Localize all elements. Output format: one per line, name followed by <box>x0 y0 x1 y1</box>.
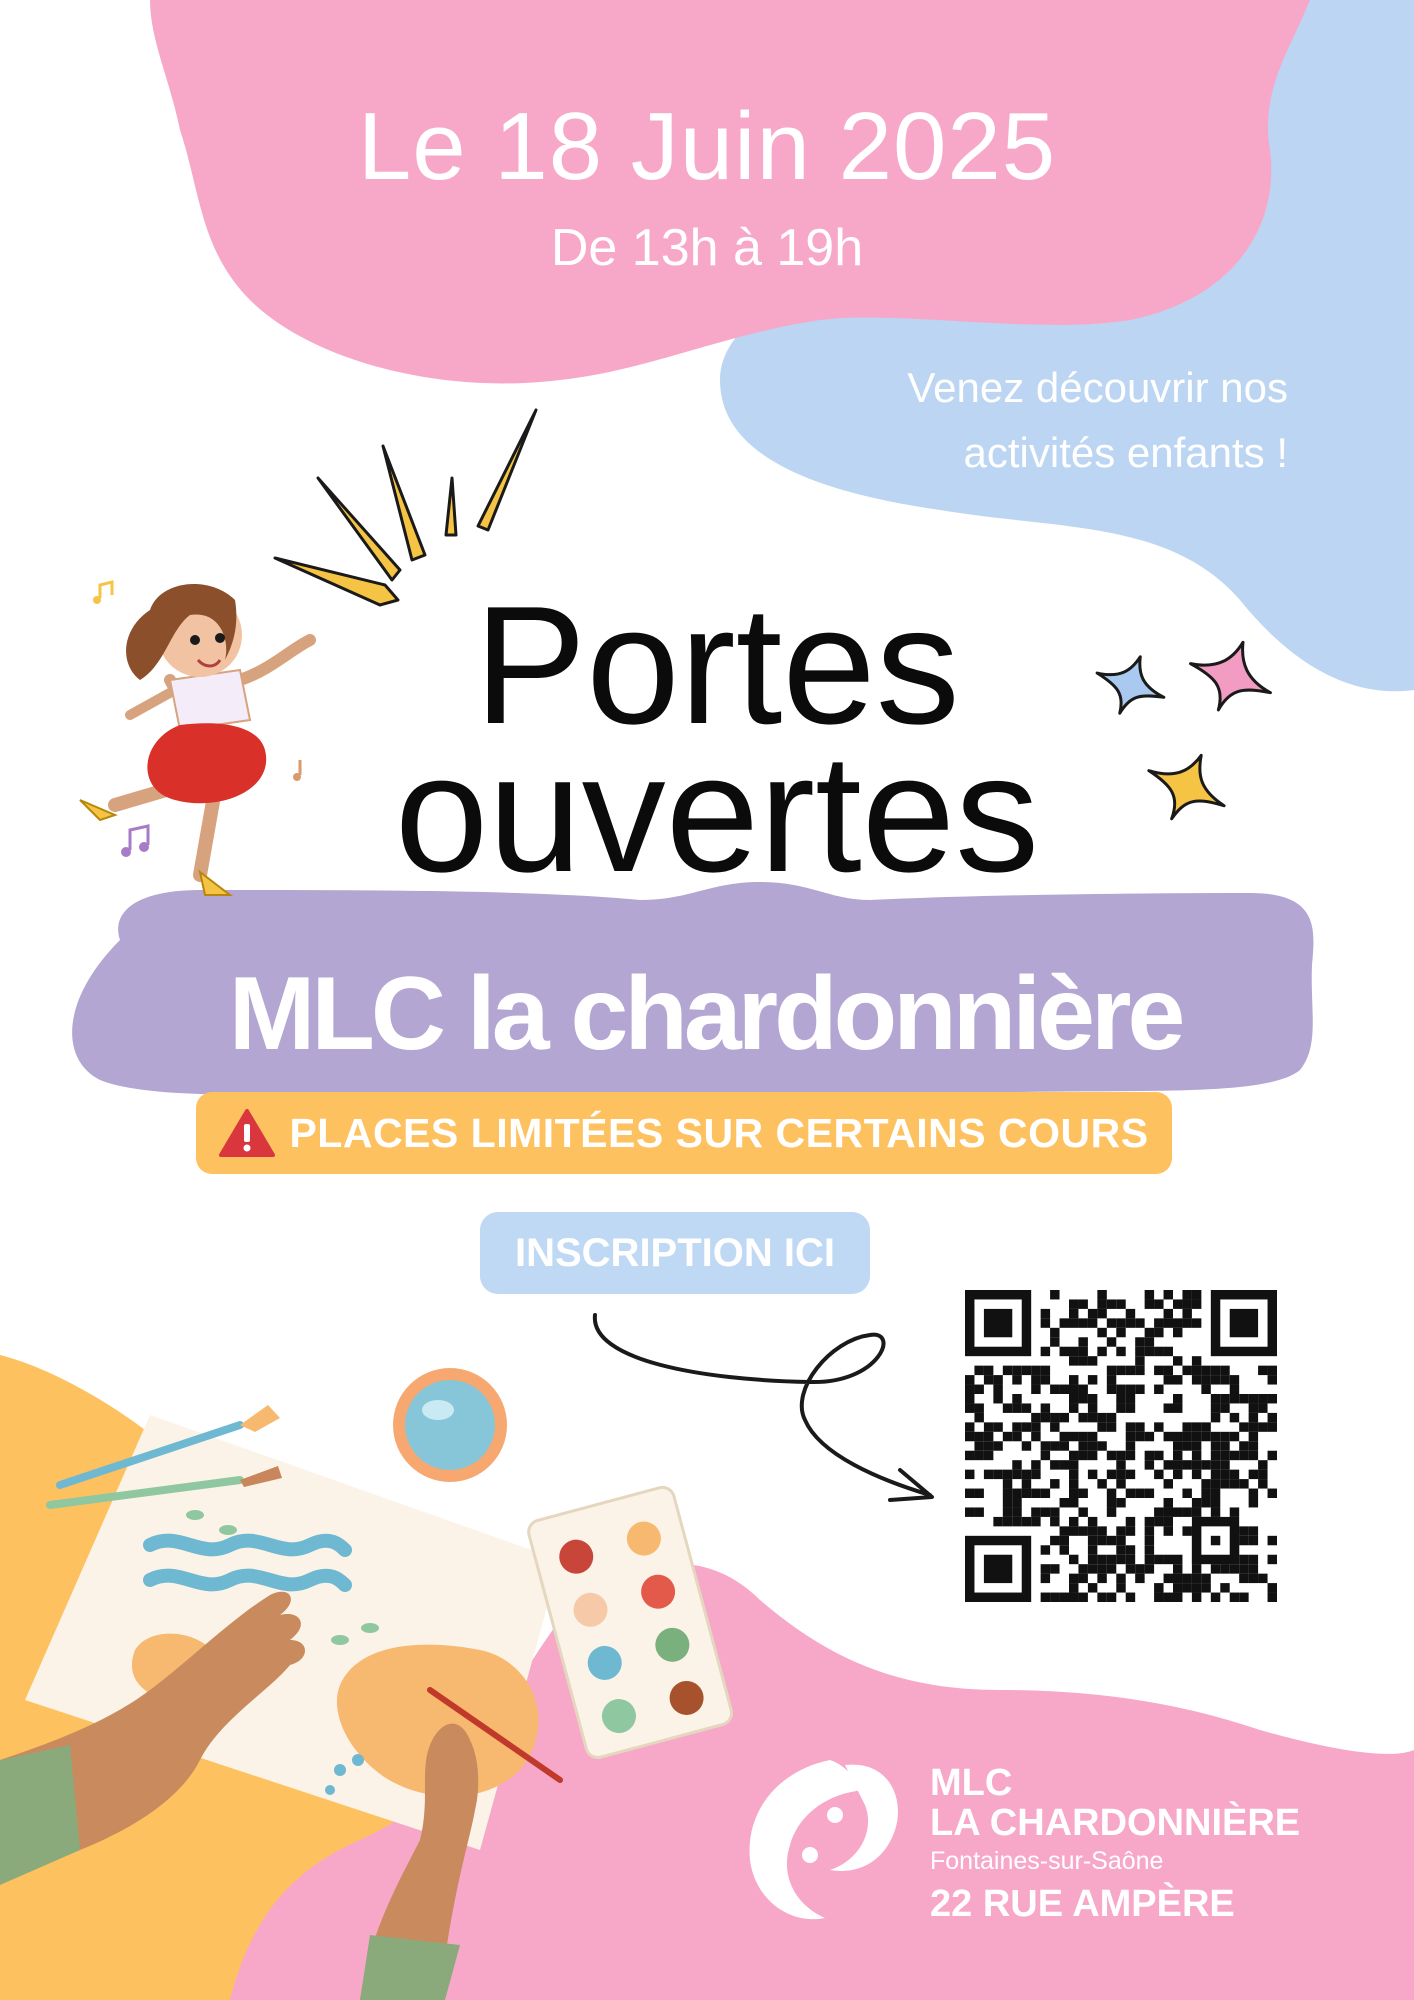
signup-label: INSCRIPTION ICI <box>514 1230 836 1275</box>
title-line-2: ouvertes <box>394 719 1040 907</box>
invite-text <box>688 355 1288 485</box>
title-line-1: Portes <box>474 571 960 759</box>
event-date: Le 18 Juin 2025 <box>357 93 1057 200</box>
signup-button[interactable] <box>480 1212 870 1294</box>
logo-city: Fontaines-sur-Saône <box>930 1847 1164 1875</box>
invite-line-2: activités enfants ! <box>963 429 1288 476</box>
logo-address: 22 RUE AMPÈRE <box>930 1883 1235 1925</box>
logo-name-line-1: MLC <box>930 1762 1013 1804</box>
logo-name-line-2: LA CHARDONNIÈRE <box>930 1802 1301 1844</box>
venue-name: MLC la chardonnière <box>228 956 1182 1072</box>
warning-triangle-icon <box>219 1108 275 1158</box>
mlc-logo-icon <box>750 1760 898 1919</box>
limited-places-banner <box>196 1092 1172 1174</box>
qr-code-icon[interactable] <box>965 1290 1277 1602</box>
limited-places-text: PLACES LIMITÉES SUR CERTAINS COURS <box>289 1109 1149 1156</box>
curly-arrow-icon <box>595 1315 932 1500</box>
paint-palette-illustration <box>526 1485 734 1760</box>
invite-line-1: Venez découvrir nos <box>907 364 1288 411</box>
event-hours: De 13h à 19h <box>550 219 864 277</box>
water-bowl-illustration <box>393 1368 507 1482</box>
